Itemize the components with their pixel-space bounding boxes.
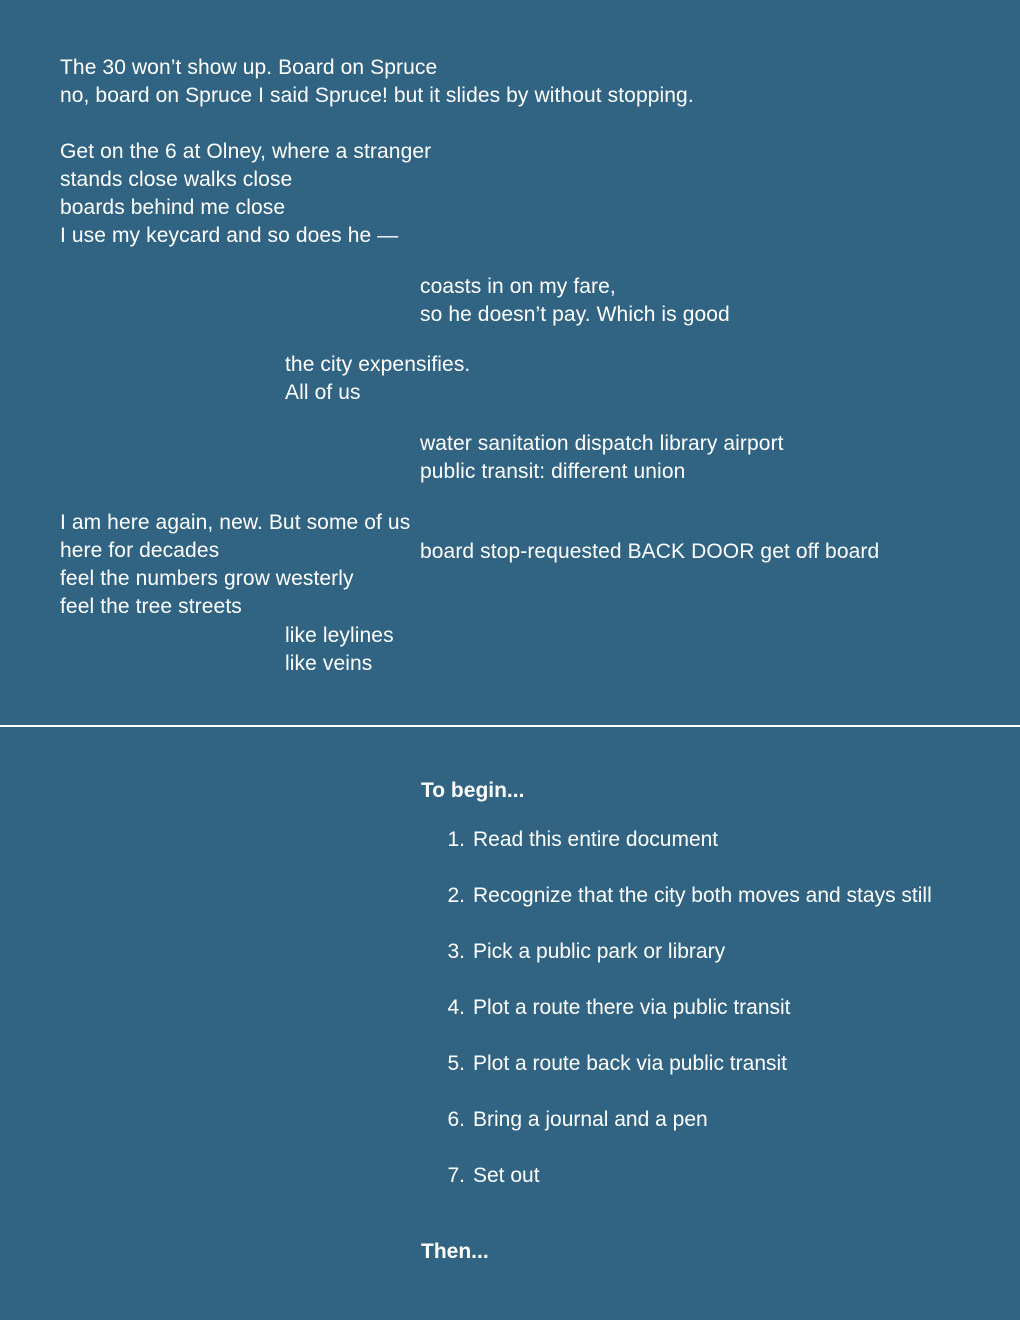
poem-line: boards behind me close [60, 196, 286, 219]
poem-line: I am here again, new. But some of us [60, 511, 411, 534]
step-text: Plot a route there via public transit [473, 996, 791, 1019]
poem-line: so he doesn’t pay. Which is good [420, 303, 730, 326]
poem-line: stands close walks close [60, 168, 293, 191]
poem-line: here for decades [60, 539, 220, 562]
poem-line: coasts in on my fare, [420, 275, 616, 298]
poem-line: like leylines [285, 624, 394, 647]
begin-heading: To begin... [421, 779, 525, 802]
poem-line: the city expensifies. [285, 353, 471, 376]
step-text: Set out [473, 1164, 540, 1187]
step-number: 5. [447, 1052, 465, 1075]
step-text: Read this entire document [473, 828, 719, 851]
poem-line: like veins [285, 652, 373, 675]
poem-line: I use my keycard and so does he — [60, 224, 399, 247]
then-heading: Then... [421, 1240, 489, 1263]
step-text: Plot a route back via public transit [473, 1052, 787, 1075]
section-divider [0, 725, 1020, 727]
step-text: Bring a journal and a pen [473, 1108, 708, 1131]
step-number: 7. [447, 1164, 465, 1187]
poem-line: board stop-requested BACK DOOR get off board [420, 540, 880, 563]
step-number: 6. [447, 1108, 465, 1131]
step-text: Recognize that the city both moves and stays still [473, 884, 932, 907]
step-number: 1. [447, 828, 465, 851]
step-number: 2. [447, 884, 465, 907]
step-number: 3. [447, 940, 465, 963]
poem-line: All of us [285, 381, 361, 404]
poem-line: Get on the 6 at Olney, where a stranger [60, 140, 432, 163]
poem-line: feel the tree streets [60, 595, 242, 618]
step-text: Pick a public park or library [473, 940, 726, 963]
poem-line: public transit: different union [420, 460, 686, 483]
poem-line: feel the numbers grow westerly [60, 567, 354, 590]
poem-line: water sanitation dispatch library airport [420, 432, 784, 455]
poem-line: The 30 won’t show up. Board on Spruce [60, 56, 438, 79]
step-number: 4. [447, 996, 465, 1019]
poem-line: no, board on Spruce I said Spruce! but it slides by without stopping. [60, 84, 694, 107]
